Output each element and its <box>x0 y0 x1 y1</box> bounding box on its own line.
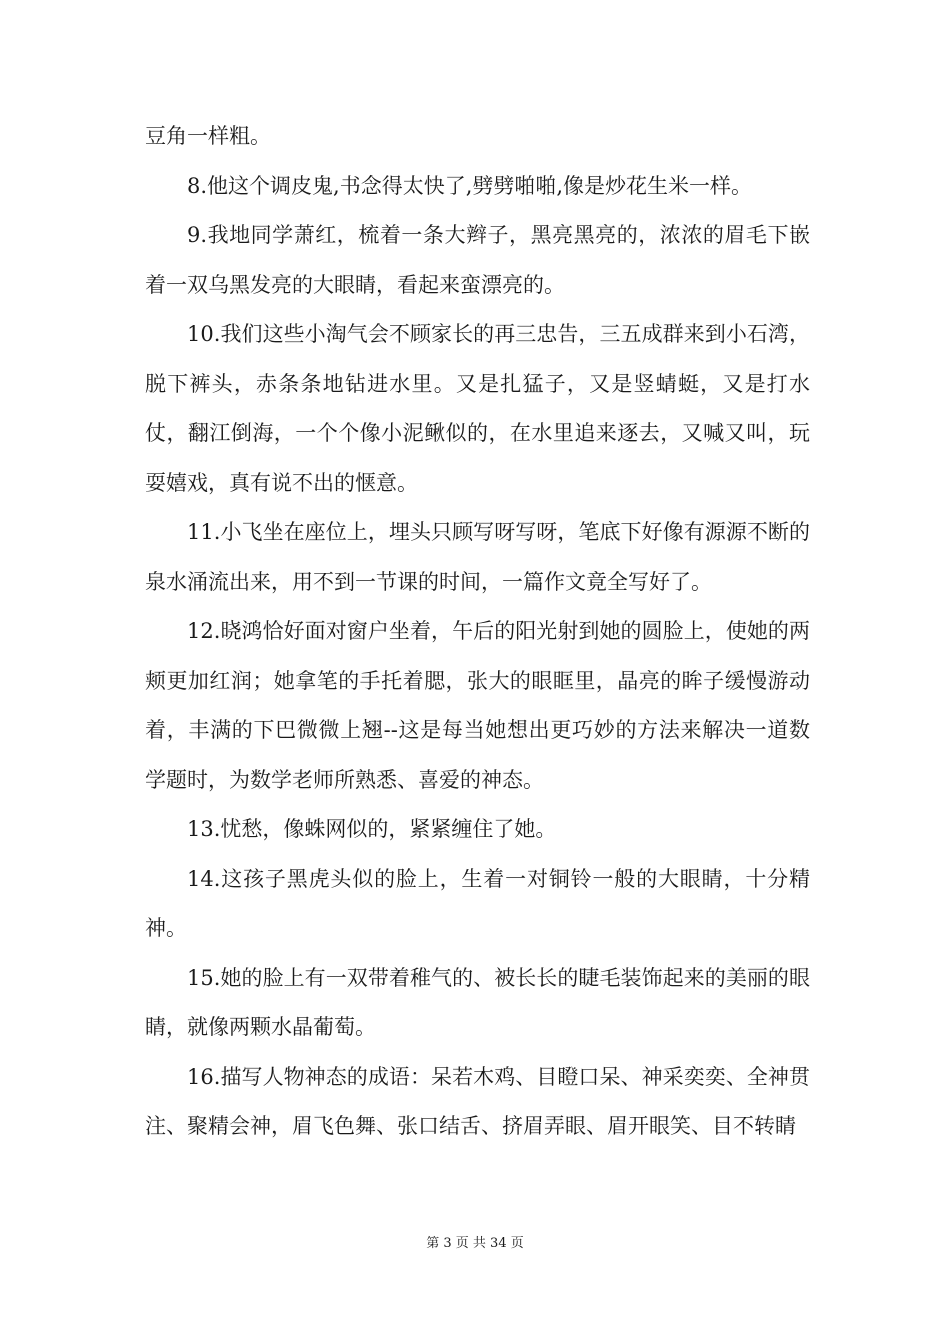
paragraph-continuation: 豆角一样粗。 <box>145 124 271 148</box>
document-body <box>145 112 810 1152</box>
paragraph-item-13: 13.忧愁，像蛛网似的，紧紧缠住了她。 <box>187 817 557 841</box>
paragraph-item-9: 9.我地同学萧红，梳着一条大辫子，黑亮黑亮的，浓浓的眉毛下嵌着一双乌黑发亮的大眼睛，看起来蛮漂亮的。 <box>145 223 810 297</box>
paragraph-item-14: 14.这孩子黑虎头似的脸上，生着一对铜铃一般的大眼睛，十分精神。 <box>145 866 810 940</box>
page-footer: 第 3 页 共 34 页 <box>426 1236 524 1251</box>
paragraph-item-8: 8.他这个调皮鬼,书念得太快了,劈劈啪啪,像是炒花生米一样。 <box>187 173 753 198</box>
paragraph-item-11: 11.小飞坐在座位上，埋头只顾写呀写呀，笔底下好像有源源不断的泉水涌流出来，用不到一节课的时间，一篇作文竟全写好了。 <box>145 520 810 594</box>
paragraph-item-10: 10.我们这些小淘气会不顾家长的再三忠告，三五成群来到小石湾，脱下裤头，赤条条地钻进水里。又是扎猛子，又是竖蜻蜓，又是打水仗，翻江倒海，一个个像小泥鳅似的，在水里追来逐去，又喊又叫，玩耍嬉戏，真有说不出的惬意。 <box>145 322 810 495</box>
paragraph-item-16: 16.描写人物神态的成语：呆若木鸡、目瞪口呆、神采奕奕、全神贯注、聚精会神，眉飞色舞、张口结舌、挤眉弄眼、眉开眼笑、目不转睛 <box>145 1064 810 1138</box>
paragraph-item-15: 15.她的脸上有一双带着稚气的、被长长的睫毛装饰起来的美丽的眼睛，就像两颗水晶葡萄。 <box>145 965 810 1039</box>
paragraph-item-12: 12.晓鸿恰好面对窗户坐着，午后的阳光射到她的圆脸上，使她的两颊更加红润；她拿笔的手托着腮，张大的眼眶里，晶亮的眸子缓慢游动着，丰满的下巴微微上翘--这是每当她想出更巧妙的方法来解决一道数学题时，为数学老师所熟悉、喜爱的神态。 <box>145 619 810 792</box>
